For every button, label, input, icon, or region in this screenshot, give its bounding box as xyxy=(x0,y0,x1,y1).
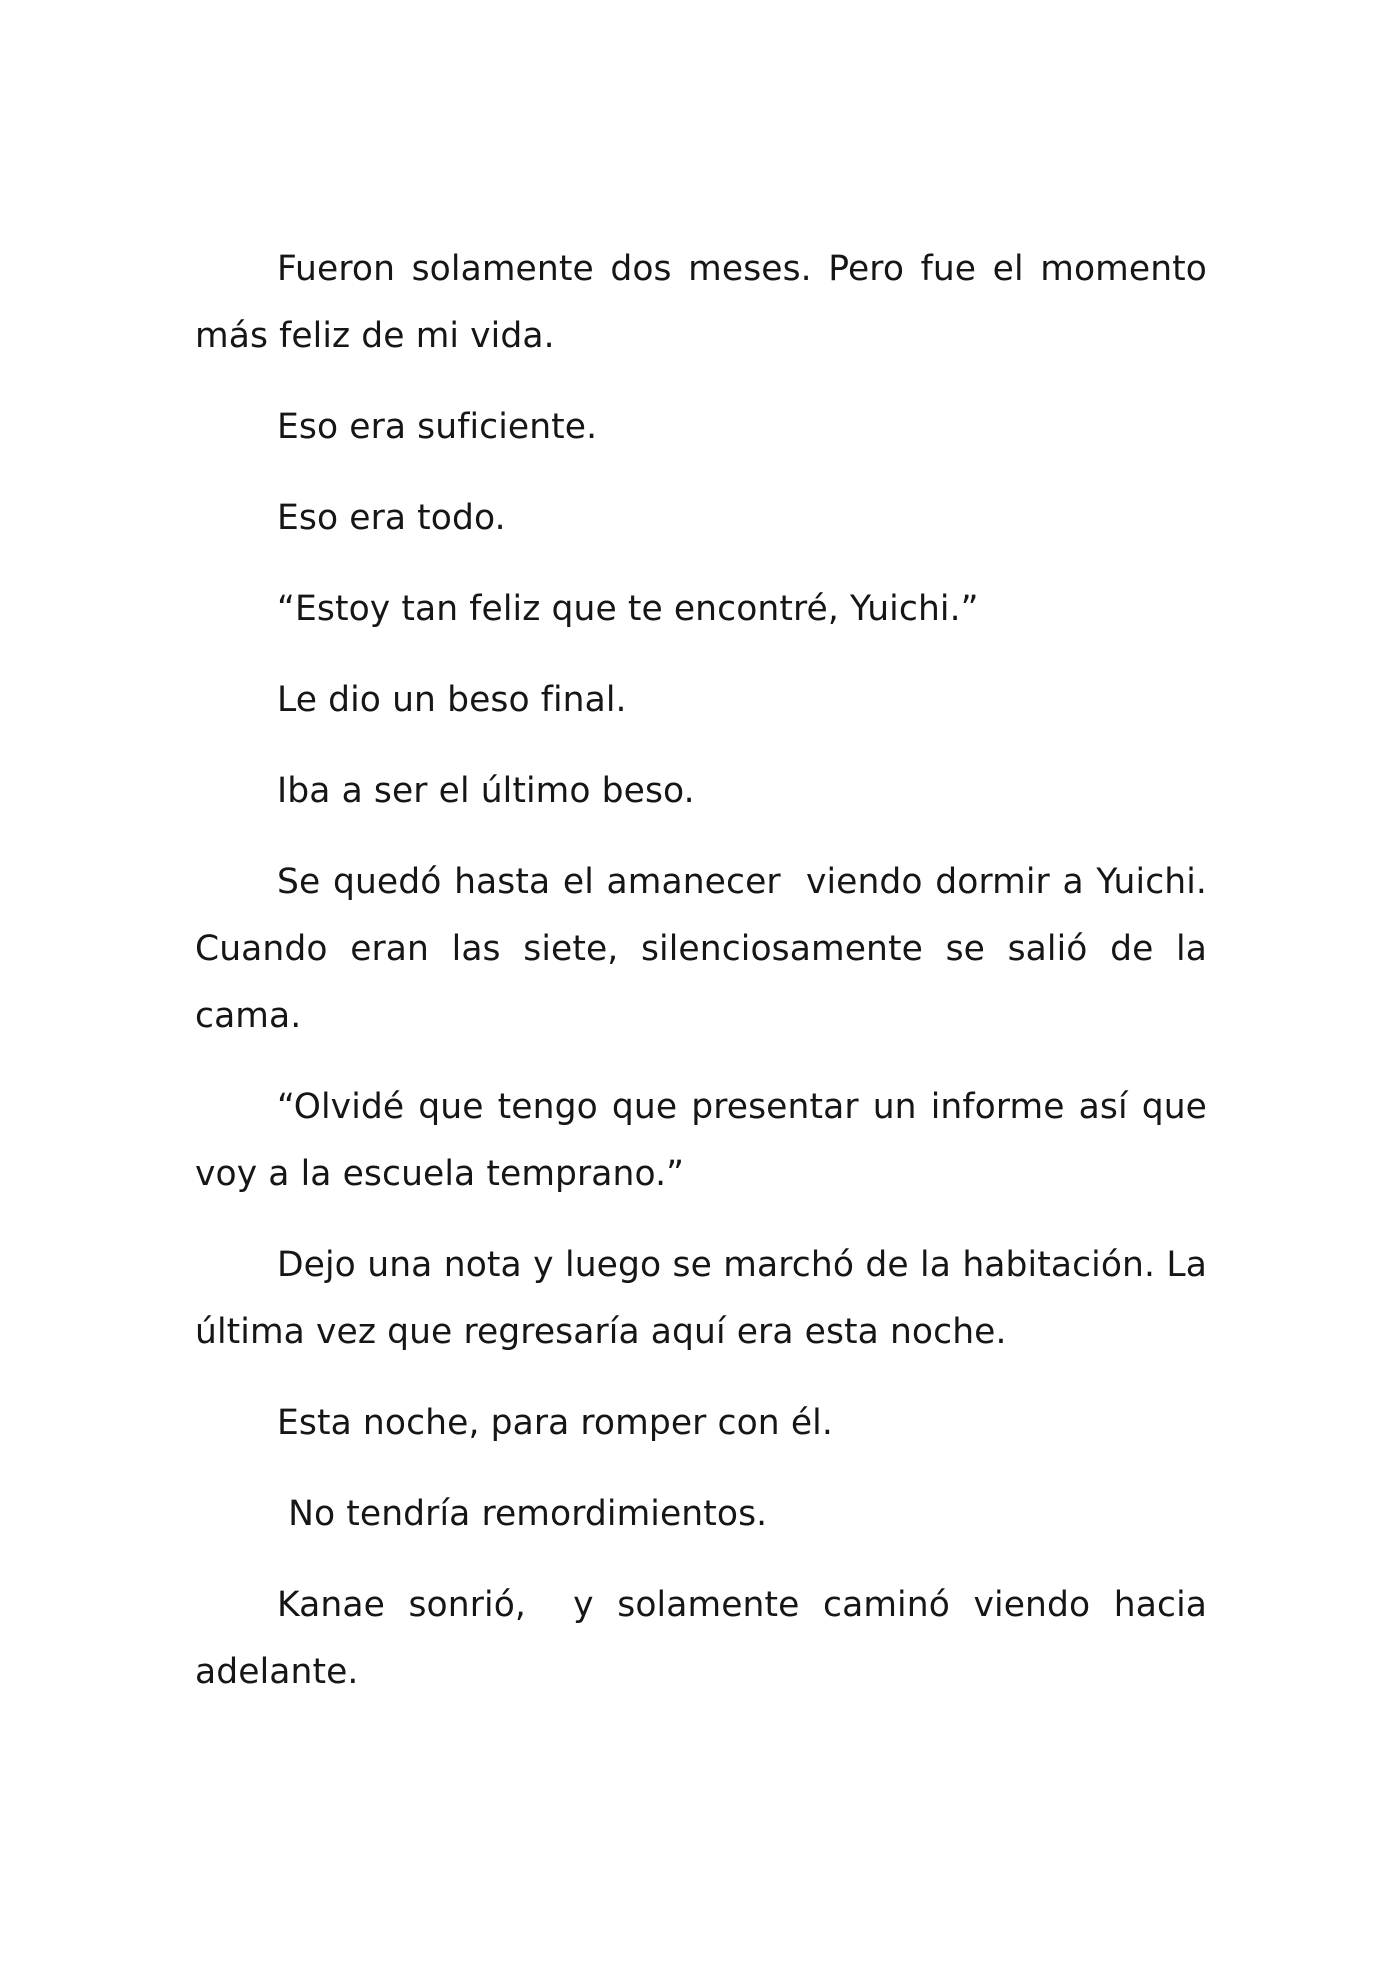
paragraph-5: Le dio un beso final. xyxy=(277,680,627,720)
paragraph-8: “Olvidé que tengo que presentar un informe así que voy a la escuela temprano.” xyxy=(195,1087,1219,1194)
paragraph-11: No tendría remordimientos. xyxy=(277,1494,768,1534)
paragraph-3: Eso era todo. xyxy=(277,498,506,538)
paragraph-10: Esta noche, para romper con él. xyxy=(277,1403,833,1443)
paragraph-7: Se quedó hasta el amanecer viendo dormir a Yuichi. Cuando eran las siete, silenciosamente se salió de la cama. xyxy=(195,862,1219,1036)
paragraph-12: Kanae sonrió, y solamente caminó viendo hacia adelante. xyxy=(195,1585,1219,1692)
paragraph-2: Eso era suficiente. xyxy=(277,407,598,447)
paragraph-9: Dejo una nota y luego se marchó de la habitación. La última vez que regresaría aquí era esta noche. xyxy=(195,1245,1219,1352)
paragraph-6: Iba a ser el último beso. xyxy=(277,771,695,811)
paragraph-4: “Estoy tan feliz que te encontré, Yuichi.” xyxy=(277,589,979,629)
body-text xyxy=(195,236,1219,1706)
paragraph-1: Fueron solamente dos meses. Pero fue el momento más feliz de mi vida. xyxy=(195,249,1219,356)
